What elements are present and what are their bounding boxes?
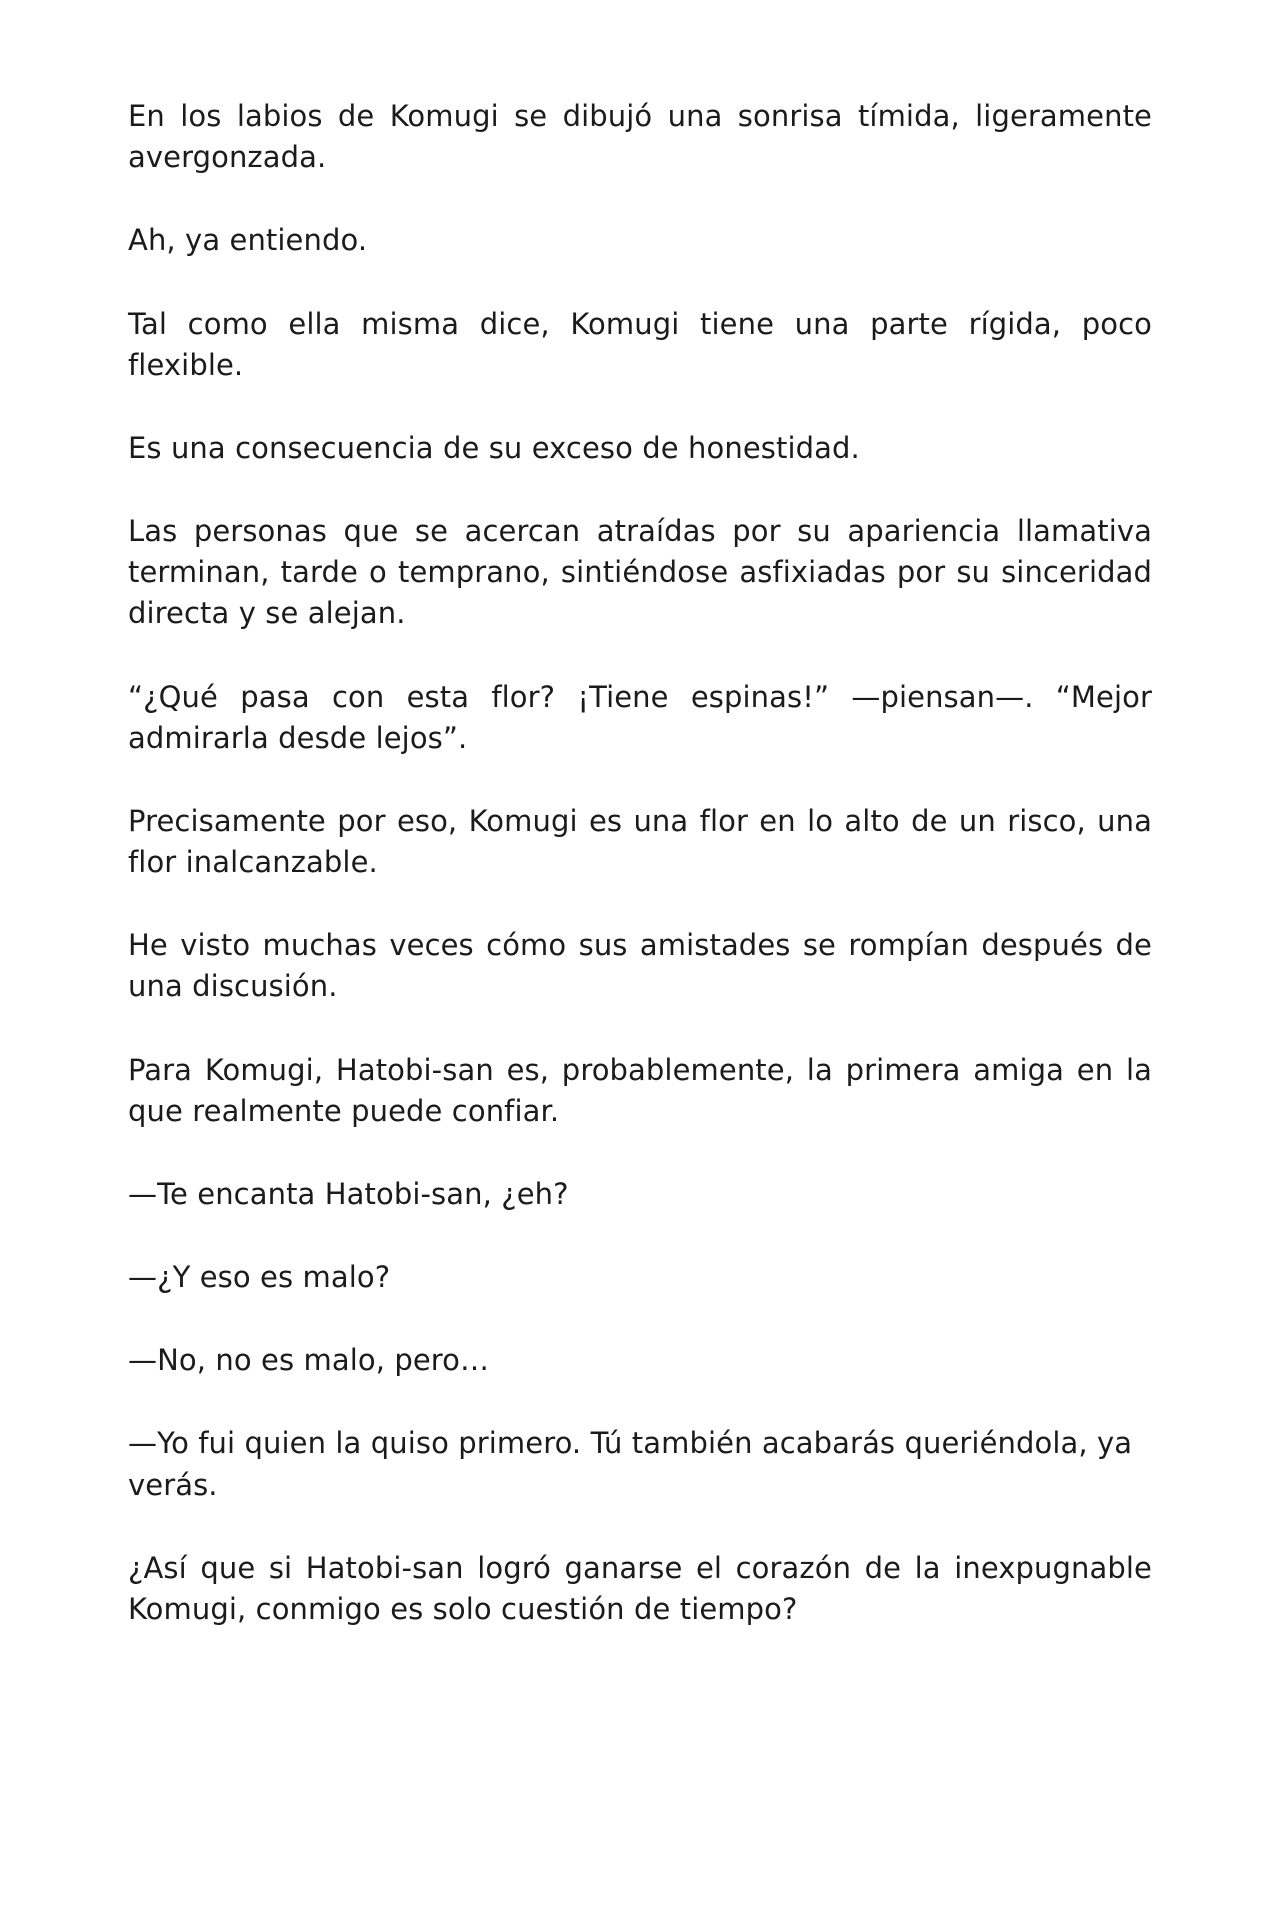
paragraph: Para Komugi, Hatobi-san es, probablemente, la primera amiga en la que realmente puede confiar. [128,1052,1152,1128]
paragraph: “¿Qué pasa con esta flor? ¡Tiene espinas!” —piensan—. “Mejor admirarla desde lejos”. [128,679,1152,755]
paragraph: Es una consecuencia de su exceso de honestidad. [128,430,860,465]
dialogue-line: —No, no es malo, pero… [128,1343,490,1378]
dialogue-line: —Te encanta Hatobi-san, ¿eh? [128,1176,569,1211]
paragraph: Tal como ella misma dice, Komugi tiene una parte rígida, poco flexible. [128,306,1152,382]
dialogue-line: —Yo fui quien la quiso primero. Tú también acabarás queriéndola, ya verás. [128,1426,1133,1502]
paragraph: He visto muchas veces cómo sus amistades se rompían después de una discusión. [128,928,1152,1004]
dialogue-line: —¿Y eso es malo? [128,1260,391,1295]
paragraph: Las personas que se acercan atraídas por su apariencia llamativa terminan, tarde o temprano, sintiéndose asfixiadas por su sinceridad directa y se alejan. [128,514,1152,631]
paragraph: Precisamente por eso, Komugi es una flor en lo alto de un risco, una flor inalcanzable. [128,803,1152,880]
paragraph: Ah, ya entiendo. [128,223,368,258]
paragraph: En los labios de Komugi se dibujó una sonrisa tímida, ligeramente avergonzada. [128,99,1152,175]
paragraph: ¿Así que si Hatobi-san logró ganarse el corazón de la inexpugnable Komugi, conmigo es solo cuestión de tiempo? [128,1550,1152,1626]
document-body [128,96,1152,1630]
